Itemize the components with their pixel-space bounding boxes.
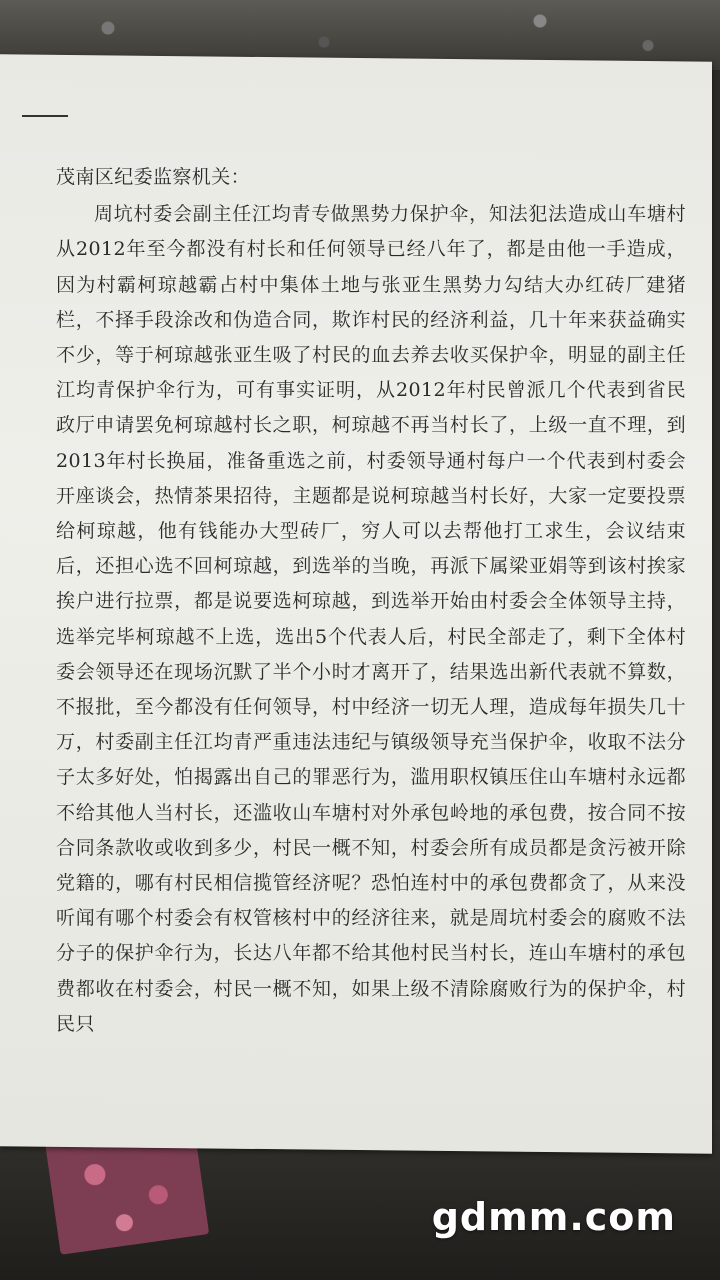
page-dash-mark: [22, 115, 68, 117]
letter-content: [56, 160, 686, 1042]
letter-salutation: 茂南区纪委监察机关：: [56, 166, 251, 188]
watermark-text: gdmm.com: [431, 1195, 676, 1239]
letter-body: 周坑村委会副主任江均青专做黑势力保护伞，知法犯法造成山车塘村从2012年至今都没有村长和任何领导已经八年了，都是由他一手造成，因为村霸柯琼越霸占村中集体土地与张亚生黑势力勾结大办红砖厂建猪栏，不择手段涂改和伪造合同，欺诈村民的经济利益，几十年来获益确实不少，等于柯琼越张亚生吸了村民的血去养去收买保护伞，明显的副主任江均青保护伞行为，可有事实证明，从2012年村民曾派几个代表到省民政厅申请罢免柯琼越村长之职，柯琼越不再当村长了，上级一直不理，到2013年村长换届，准备重选之前，村委领导通村每户一个代表到村委会开座谈会，热情茶果招待，主题都是说柯琼越当村长好，大家一定要投票给柯琼越，他有钱能办大型砖厂，穷人可以去帮他打工求生，会议结束后，还担心选不回柯琼越，到选举的当晚，再派下属梁亚娟等到该村挨家挨户进行拉票，都是说要选柯琼越，到选举开始由村委会全体领导主持，选举完毕柯琼越不上选，选出5个代表人后，村民全部走了，剩下全体村委会领导还在现场沉默了半个小时才离开了，结果选出新代表就不算数，不报批，至今都没有任何领导，村中经济一切无人理，造成每年损失几十万，村委副主任江均青严重违法违纪与镇级领导充当保护伞，收取不法分子太多好处，怕揭露出自己的罪恶行为，滥用职权镇压住山车塘村永远都不给其他人当村长，还滥收山车塘村对外承包岭地的承包费，按合同不按合同条款收或收到多少，村民一概不知，村委会所有成员都是贪污被开除党籍的，哪有村民相信揽管经济呢？恐怕连村中的承包费都贪了，从来没听闻有哪个村委会有权管核村中的经济往来，就是周坑村委会的腐败不法分子的保护伞行为，长达八年都不给其他村民当村长，连山车塘村的承包费都收在村委会，村民一概不知，如果上级不清除腐败行为的保护伞，村民只: [56, 203, 686, 1035]
